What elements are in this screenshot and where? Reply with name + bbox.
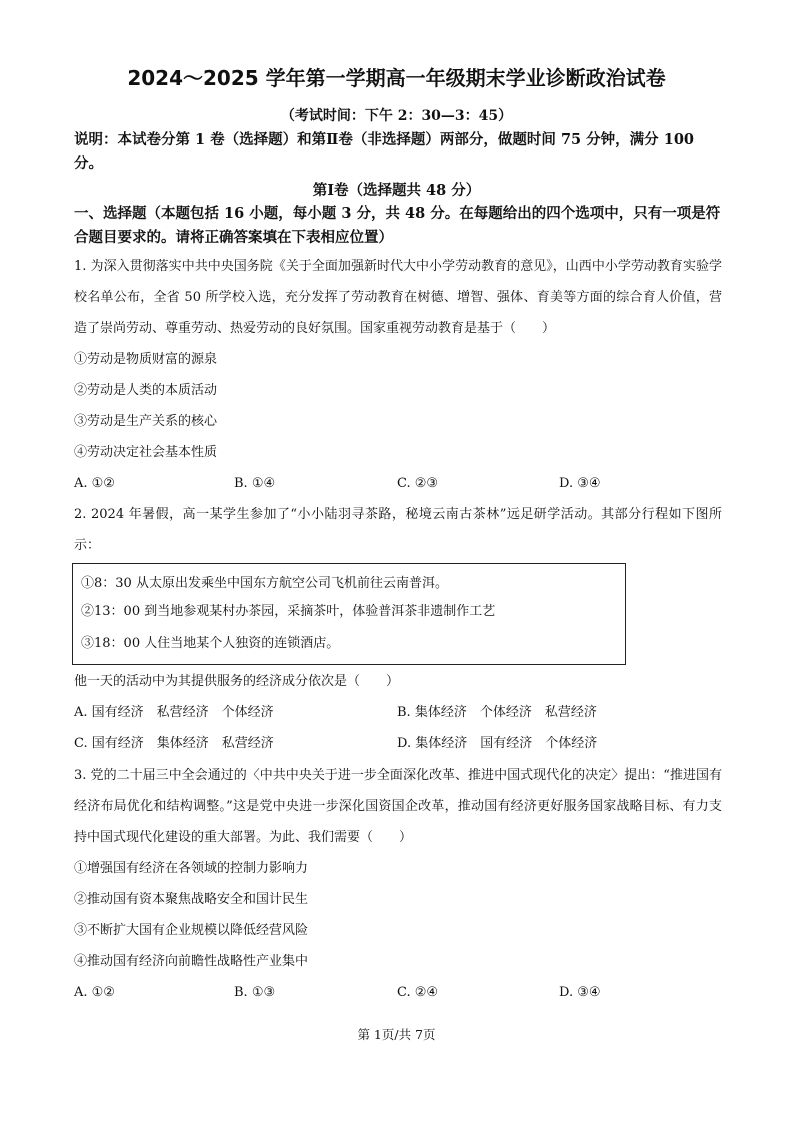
question-1-item-1: ①劳动是物质财富的源泉 — [74, 352, 218, 367]
question-2-option-c: C. 国有经济 集体经济 私营经济 — [74, 736, 274, 751]
question-2-question: 他一天的活动中为其提供服务的经济成分依次是（ ） — [74, 674, 400, 689]
section-heading: 一、选择题（本题包括 16 小题，每小题 3 分，共 48 分。在每题给出的四个选项中，只有一项是符合题目要求的。请将正确答案填在下表相应位置） — [74, 205, 721, 246]
question-1-item-3: ③劳动是生产关系的核心 — [74, 414, 218, 429]
exam-title: 2024～2025 学年第一学期高一年级期末学业诊断政治试卷 — [127, 66, 666, 90]
page-number: 第 1页/共 7页 — [357, 1027, 436, 1042]
question-2-option-b: B. 集体经济 个体经济 私营经济 — [397, 705, 597, 720]
question-1-option-b: B. ①④ — [234, 476, 276, 491]
part-one-title: 第Ⅰ卷（选择题共 48 分） — [312, 182, 481, 199]
question-3-item-2: ②推动国有资本聚焦战略安全和国计民生 — [74, 892, 309, 907]
itinerary-line-2: ②13：00 到当地参观某村办茶园，采摘茶叶，体验普洱茶非遗制作工艺 — [81, 604, 496, 619]
question-3-option-a: A. ①② — [74, 985, 115, 1000]
question-2-option-d: D. 集体经济 国有经济 个体经济 — [397, 736, 598, 751]
question-3-item-3: ③不断扩大国有企业规模以降低经营风险 — [74, 923, 309, 938]
question-1-option-a: A. ①② — [74, 476, 115, 491]
question-3-item-4: ④推动国有经济向前瞻性战略性产业集中 — [74, 954, 309, 969]
question-1-option-d: D. ③④ — [559, 476, 601, 491]
itinerary-box — [72, 563, 626, 665]
itinerary-line-1: ①8：30 从太原出发乘坐中国东方航空公司飞机前往云南普洱。 — [81, 576, 448, 591]
question-2-stem: 2. 2024 年暑假，高一某学生参加了“小小陆羽寻茶路，秘境云南古茶林”远足研学活动。其部分行程如下图所示： — [74, 507, 722, 553]
exam-instructions: 说明：本试卷分第 1 卷（选择题）和第Ⅱ卷（非选择题）两部分，做题时间 75 分钟，满分 100 分。 — [74, 131, 694, 172]
question-2-option-a: A. 国有经济 私营经济 个体经济 — [74, 705, 274, 720]
question-3-stem: 3. 党的二十届三中全会通过的〈中共中央关于进一步全面深化改革、推进中国式现代化的决定〉提出：“推进国有经济布局优化和结构调整。”这是党中央进一步深化国资国企改革，推动国有经济更好服务国家战略目标、有力支持中国式现代化建设的重大部署。为此、我们需要（ ） — [74, 768, 722, 845]
question-3-option-c: C. ②④ — [397, 985, 439, 1000]
question-3-option-b: B. ①③ — [234, 985, 276, 1000]
question-1-stem: 1. 为深入贯彻落实中共中央国务院《关于全面加强新时代大中小学劳动教育的意见》，山西中小学劳动教育实验学校名单公布，全省 50 所学校入选，充分发挥了劳动教育在树德、增智、强体、育美等方面的综合育人价值，营造了崇尚劳动、尊重劳动、热爱劳动的良好氛围。国家重视劳动教育是基于（ ） — [74, 259, 722, 336]
question-3-item-1: ①增强国有经济在各领域的控制力影响力 — [74, 861, 309, 876]
question-1-option-c: C. ②③ — [397, 476, 439, 491]
exam-time: （考试时间：下午 2：30—3：45） — [280, 108, 513, 124]
question-3-option-d: D. ③④ — [559, 985, 601, 1000]
question-1-item-2: ②劳动是人类的本质活动 — [74, 383, 218, 398]
question-1-item-4: ④劳动决定社会基本性质 — [74, 445, 218, 460]
itinerary-line-3: ③18：00 人住当地某个人独资的连锁酒店。 — [81, 636, 340, 651]
